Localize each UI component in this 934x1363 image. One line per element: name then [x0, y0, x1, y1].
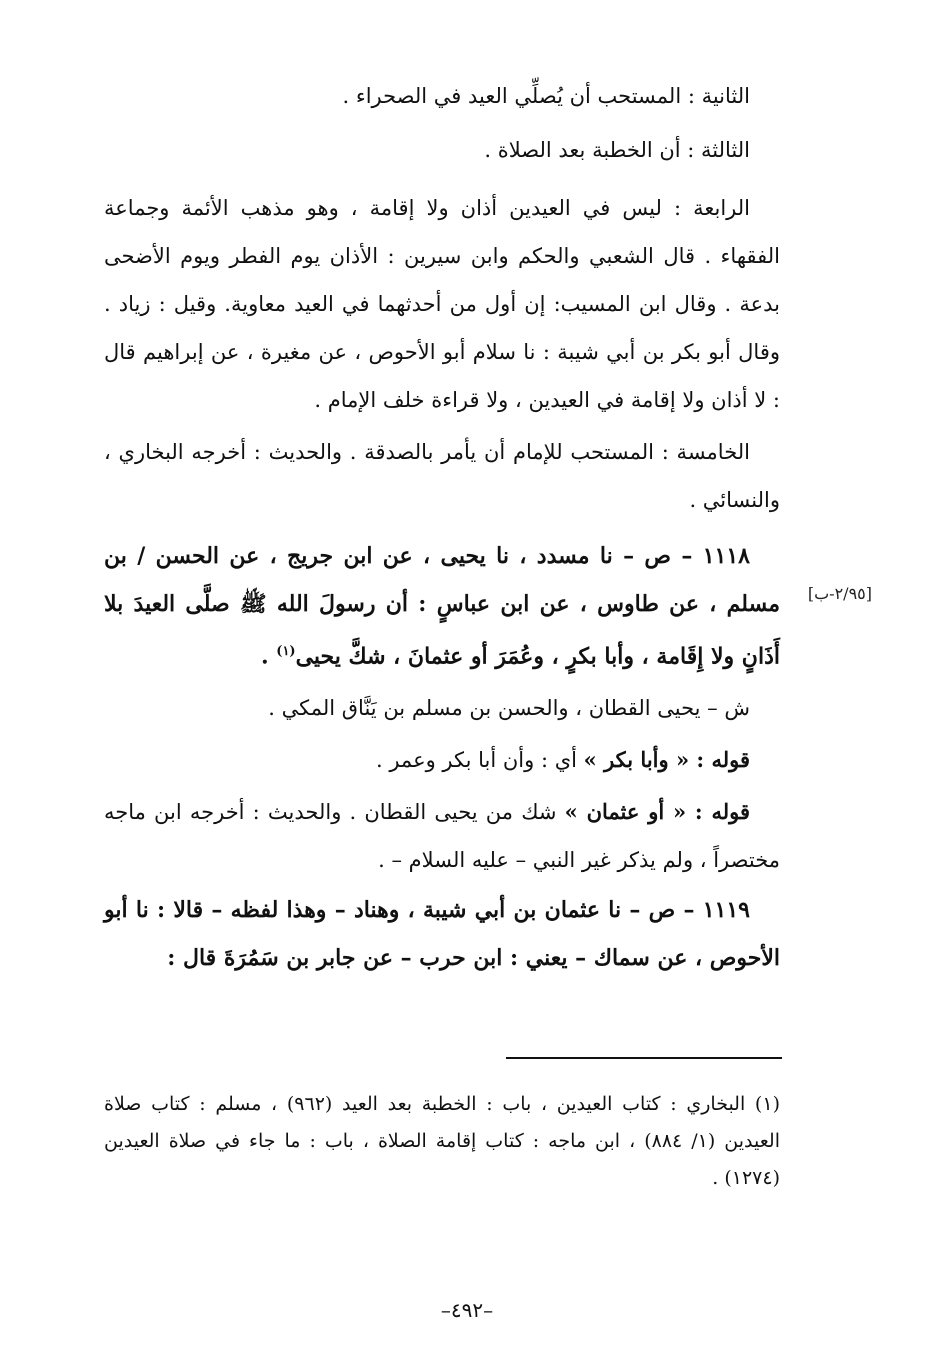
- commentary-q2-label: قوله : « أو عثمان »: [564, 799, 750, 825]
- commentary-q2: [104, 788, 780, 884]
- margin-note: [٢/٩٥-ب]: [807, 584, 872, 603]
- paragraph-third: الثالثة : أن الخطبة بعد الصلاة .: [484, 138, 750, 162]
- footnotes: [104, 1086, 780, 1197]
- paragraph-second: الثانية : المستحب أن يُصلِّي العيد في الصحراء .: [342, 84, 750, 108]
- commentary-sh: ش – يحيى القطان ، والحسن بن مسلم بن يَنَّاق المكي .: [268, 696, 750, 721]
- commentary-q1: [104, 736, 780, 784]
- paragraph-fifth: الخامسة : المستحب للإمام أن يأمر بالصدقة . والحديث : أخرجه البخاري ، والنسائي .: [104, 440, 780, 512]
- footnote-1: (١) البخاري : كتاب العيدين ، باب : الخطبة بعد العيد (٩٦٢) ، مسلم : كتاب صلاة العيدين (١/ ٨٨٤) ، ابن ماجه : كتاب إقامة الصلاة ، باب : ما جاء في صلاة العيدين (١٢٧٤) .: [104, 1093, 780, 1189]
- commentary-q2-text: شك من يحيى القطان . والحديث : أخرجه ابن ماجه مختصراً ، ولم يذكر غير النبي – عليه السلام – .: [104, 800, 780, 873]
- paragraph-fourth: الرابعة : ليس في العيدين أذان ولا إقامة ، وهو مذهب الأئمة وجماعة الفقهاء . قال الشعبي والحكم وابن سيرين : الأذان يوم الفطر ويوم الأضحى بدعة . وقال ابن المسيب: إن أول من أحدثهما في العيد معاوية. وقيل : زياد . وقال أبو بكر بن أبي شيبة : نا سلام أبو الأحوص ، عن مغيرة ، عن إبراهيم قال : لا أذان ولا إقامة في العيدين ، ولا قراءة خلف الإمام .: [104, 196, 780, 412]
- footnote-ref: (١): [276, 644, 296, 659]
- hadith-1119: ١١١٩ – ص – نا عثمان بن أبي شيبة ، وهناد – وهذا لفظه – قالا : نا أبو الأحوص ، عن سماك – يعني : ابن حرب – عن جابر بن سَمُرَةَ قال :: [104, 897, 780, 972]
- hadith-1118: [104, 532, 780, 680]
- main-text: [104, 72, 780, 982]
- footnote-divider: [506, 1057, 782, 1059]
- hadith-1118-end: .: [260, 643, 277, 670]
- page-number: –٤٩٢–: [440, 1298, 494, 1322]
- hadith-1118-text: ١١١٨ – ص – نا مسدد ، نا يحيى ، عن ابن جريج ، عن الحسن / بن مسلم ، عن طاوس ، عن ابن عباسٍ : أن رسولَ الله ﷺ صلَّى العيدَ بلا أَذَانٍ ولا إِقَامة ، وأبا بكرٍ ، وعُمَرَ أو عثمانَ ، شكَّ يحيى: [104, 543, 780, 670]
- commentary-q1-label: قوله : « وأبا بكر »: [583, 747, 750, 773]
- commentary-q1-text: أي : وأن أبا بكر وعمر .: [375, 748, 584, 773]
